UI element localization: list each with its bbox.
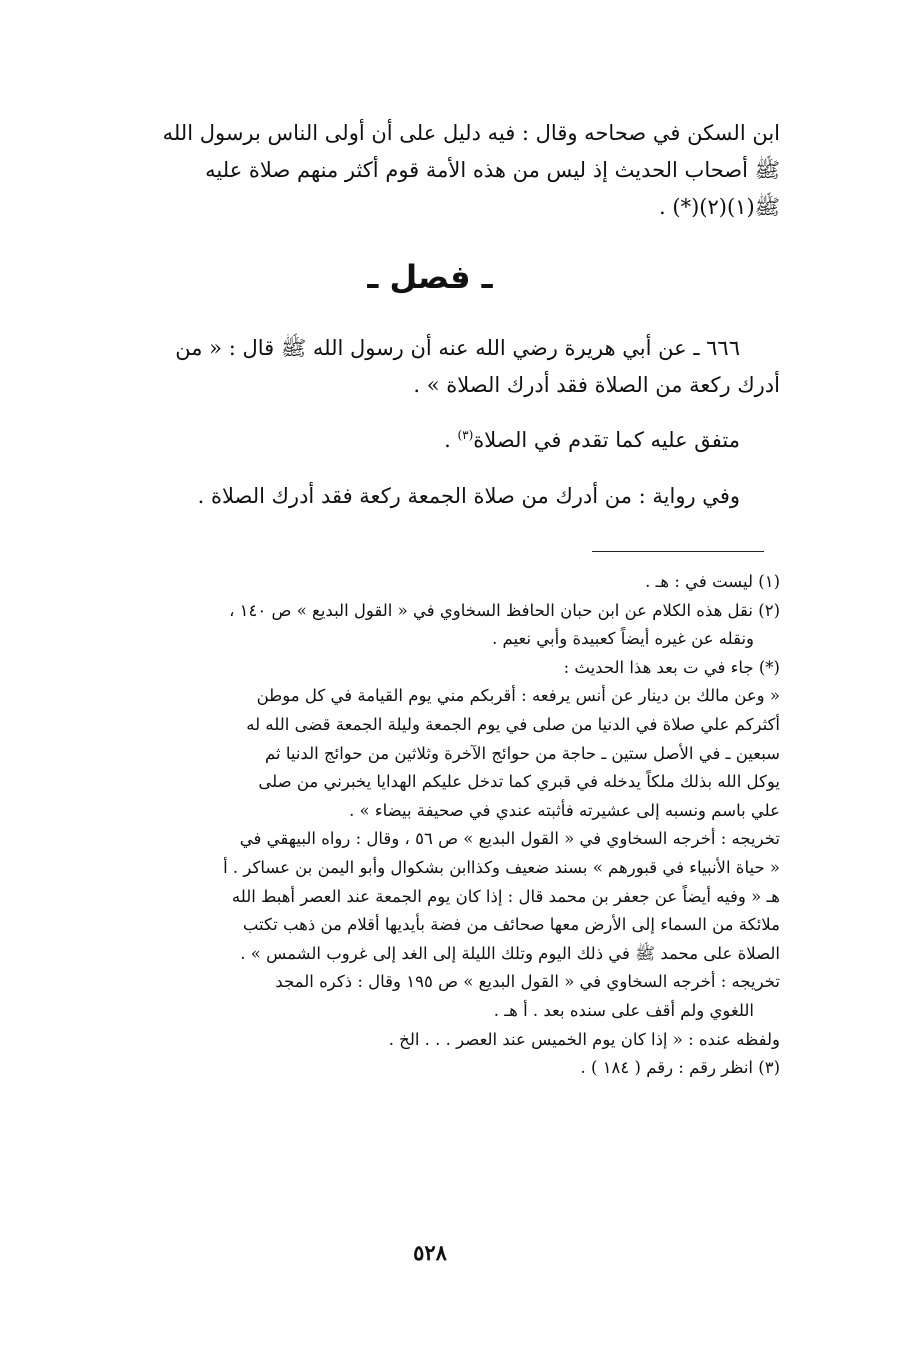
intro-paragraph bbox=[80, 115, 780, 226]
page-number: ٥٢٨ bbox=[413, 1240, 447, 1265]
section-heading: ـ فصل ـ bbox=[367, 258, 493, 296]
footnote-line: الصلاة على محمد ﷺ في ذلك اليوم وتلك الليلة إلى الغد إلى غروب الشمس » . bbox=[240, 943, 780, 963]
footnote-line: (٣) انظر رقم : رقم ( ١٨٤ ) . bbox=[580, 1058, 780, 1078]
hadith-paragraph bbox=[80, 330, 780, 404]
variant-line: وفي رواية : من أدرك من صلاة الجمعة ركعة فقد أدرك الصلاة . bbox=[197, 484, 740, 508]
agreed-text: متفق عليه كما تقدم في الصلاة bbox=[473, 428, 740, 452]
footnote-line: « حياة الأنبياء في قبورهم » بسند ضعيف وكذاابن بشكوال وأبو اليمن بن عساكر . أ bbox=[223, 857, 780, 877]
agreed-line bbox=[80, 422, 780, 459]
footnote-divider bbox=[592, 551, 764, 552]
footnote-line: هـ « وفيه أيضاً عن جعفر بن محمد قال : إذا كان يوم الجمعة عند العصر أهبط الله bbox=[231, 886, 780, 906]
hadith-line: ٦٦٦ ـ عن أبي هريرة رضي الله عنه أن رسول الله ﷺ قال : « من bbox=[175, 336, 740, 360]
footnote-line: (*) جاء في ت بعد هذا الحديث : bbox=[563, 657, 780, 677]
footnote-line: اللغوي ولم أقف على سنده بعد . أ هـ . bbox=[493, 1000, 754, 1020]
footnote-line: (٢) نقل هذه الكلام عن ابن حبان الحافظ السخاوي في « القول البديع » ص ١٤٠ ، bbox=[229, 600, 780, 620]
footnote-line: (١) ليست في : هـ . bbox=[645, 572, 780, 591]
footnote-ref: (٣) bbox=[457, 428, 474, 442]
footnote-line: تخريجه : أخرجه السخاوي في « القول البديع » ص ١٩٥ وقال : ذكره المجد bbox=[275, 972, 780, 992]
footnote-line: تخريجه : أخرجه السخاوي في « القول البديع » ص ٥٦ ، وقال : رواه البيهقي في bbox=[239, 829, 780, 849]
intro-line: ابن السكن في صحاحه وقال : فيه دليل على أن أولى الناس برسول الله bbox=[162, 121, 780, 145]
footnote-line: أكثركم علي صلاة في الدنيا من صلى في يوم الجمعة وليلة الجمعة قضى الله له bbox=[246, 714, 780, 734]
variant-paragraph bbox=[80, 478, 780, 515]
intro-line: ﷺ(١)(٢)(*) . bbox=[659, 195, 780, 219]
footnote-line: يوكل الله بذلك ملكاً يدخله في قبري كما تدخل عليكم الهدايا يخبرني من صلى bbox=[258, 772, 780, 792]
hadith-line: أدرك ركعة من الصلاة فقد أدرك الصلاة » . bbox=[413, 373, 780, 397]
intro-line: ﷺ أصحاب الحديث إذ ليس من هذه الأمة قوم أكثر منهم صلاة عليه bbox=[205, 158, 780, 182]
footnote-line: ونقله عن غيره أيضاً كعبيدة وأبي نعيم . bbox=[492, 629, 754, 649]
footnote-line: ولفظه عنده : « إذا كان يوم الخميس عند العصر . . . الخ . bbox=[388, 1029, 780, 1049]
footnote-line: ملائكة من السماء إلى الأرض معها صحائف من فضة بأيديها أقلام من ذهب تكتب bbox=[242, 915, 780, 935]
footnote-line: سبعين ـ في الأصل ستين ـ حاجة من حوائج الآخرة وثلاثين من حوائج الدنيا ثم bbox=[265, 743, 780, 763]
agreed-paragraph bbox=[80, 422, 780, 459]
footnote-line: علي باسم ونسبه إلى عشيرته فأثبته عندي في صحيفة بيضاء » . bbox=[349, 800, 780, 820]
agreed-end: . bbox=[444, 428, 458, 452]
footnote-line: « وعن مالك بن دينار عن أنس يرفعه : أقربكم مني يوم القيامة في كل موطن bbox=[256, 686, 780, 706]
footnotes bbox=[80, 568, 780, 1083]
